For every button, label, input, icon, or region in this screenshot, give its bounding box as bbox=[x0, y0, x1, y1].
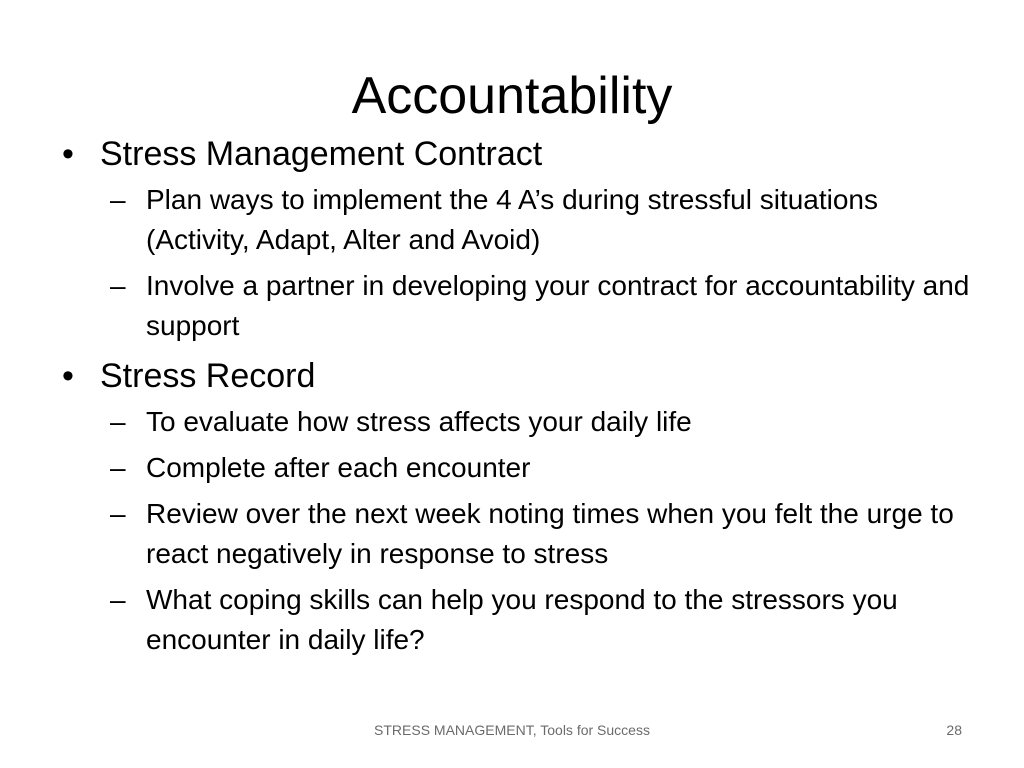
bullet-icon: • bbox=[62, 135, 74, 173]
sub-bullet-item bbox=[100, 494, 972, 574]
bullet-text: Stress Management Contract bbox=[100, 135, 543, 173]
slide-content bbox=[62, 132, 972, 660]
sub-bullet-text: Review over the next week noting times when you felt the urge to react negatively in response to stress bbox=[146, 498, 954, 569]
dash-icon: – bbox=[110, 270, 126, 301]
dash-icon: – bbox=[110, 584, 126, 615]
sub-bullet-item bbox=[100, 580, 972, 660]
slide-title: Accountability bbox=[351, 67, 673, 125]
bullet-item bbox=[62, 132, 972, 346]
dash-icon: – bbox=[110, 452, 126, 483]
sub-bullet-text: Involve a partner in developing your contract for accountability and support bbox=[146, 270, 970, 341]
sub-bullet-list bbox=[100, 180, 972, 346]
bullet-icon: • bbox=[62, 357, 74, 395]
bullet-item bbox=[62, 354, 972, 660]
dash-icon: – bbox=[110, 406, 126, 437]
dash-icon: – bbox=[110, 498, 126, 529]
sub-bullet-item bbox=[100, 180, 972, 260]
sub-bullet-text: Plan ways to implement the 4 A’s during stressful situations (Activity, Adapt, Alter and Avoid) bbox=[146, 184, 878, 255]
bullet-text: Stress Record bbox=[100, 357, 316, 395]
sub-bullet-item bbox=[100, 448, 972, 488]
sub-bullet-text: Complete after each encounter bbox=[146, 452, 531, 483]
sub-bullet-item bbox=[100, 266, 972, 346]
page-number: 28 bbox=[946, 722, 962, 738]
slide-footer: STRESS MANAGEMENT, Tools for Success bbox=[374, 722, 650, 738]
sub-bullet-item bbox=[100, 402, 972, 442]
sub-bullet-text: What coping skills can help you respond to the stressors you encounter in daily life? bbox=[146, 584, 898, 655]
sub-bullet-text: To evaluate how stress affects your daily life bbox=[146, 406, 692, 437]
sub-bullet-list bbox=[100, 402, 972, 660]
dash-icon: – bbox=[110, 184, 126, 215]
